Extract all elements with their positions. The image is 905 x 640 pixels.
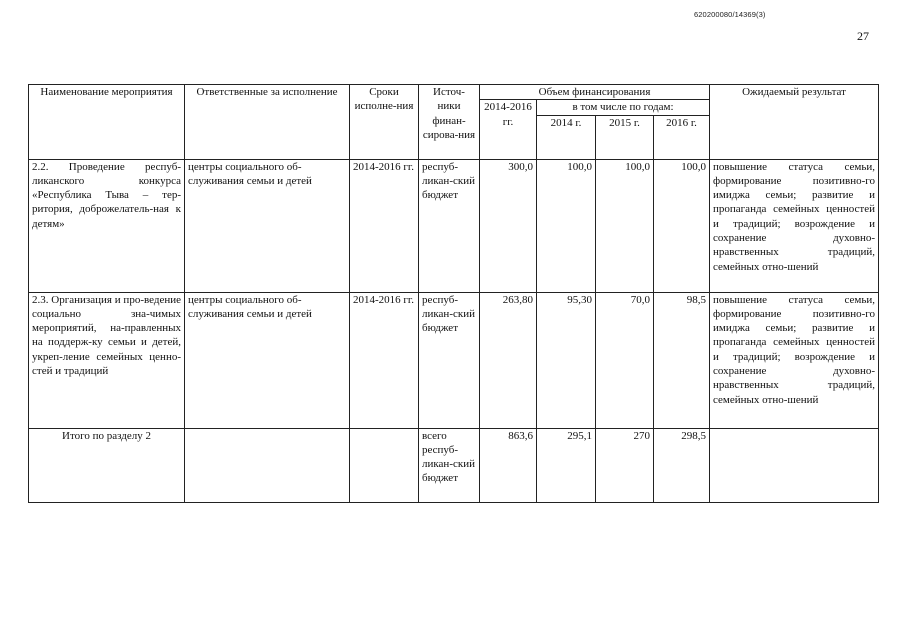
table-header-row [29, 85, 879, 100]
total-2014: 295,1 [537, 428, 596, 502]
row-name: 2.2. Проведение респуб-ликанского конкурса «Республика Тыва – тер-ритория, доброжелатель-ная к детям» [29, 159, 185, 292]
table-row [29, 159, 879, 292]
header-funding: Объем финансирования [480, 85, 710, 100]
row-responsible: центры социального об-служивания семьи и детей [185, 292, 350, 428]
row-2016: 98,5 [654, 292, 710, 428]
header-year-2015: 2015 г. [596, 115, 654, 159]
total-term [350, 428, 419, 502]
row-term: 2014-2016 гг. [350, 292, 419, 428]
row-name: 2.3. Организация и про-ведение социально зна-чимых мероприятий, на-правленных на поддерж-ку семьи и детей, укреп-ление семейных ценно-стей и традиций [29, 292, 185, 428]
total-source: всего респуб-ликан-ский бюджет [419, 428, 480, 502]
row-term: 2014-2016 гг. [350, 159, 419, 292]
header-year-2014: 2014 г. [537, 115, 596, 159]
table-row [29, 292, 879, 428]
document-id: 620200080/14369(3) [694, 10, 766, 19]
page-number: 27 [857, 29, 869, 43]
row-responsible: центры социального об-служивания семьи и детей [185, 159, 350, 292]
row-total: 263,80 [480, 292, 537, 428]
row-total: 300,0 [480, 159, 537, 292]
total-row [29, 428, 879, 502]
header-result: Ожидаемый результат [710, 85, 879, 160]
row-2014: 100,0 [537, 159, 596, 292]
total-result [710, 428, 879, 502]
row-result: повышение статуса семьи, формирование позитивно-го имиджа семьи; развитие и пропаганда семейных ценностей и традиций; возрождение и сохранение духовно-нравственных традиций, семейных отно-шений [710, 292, 879, 428]
row-2015: 100,0 [596, 159, 654, 292]
funding-table [28, 84, 879, 503]
total-sum: 863,6 [480, 428, 537, 502]
header-term: Сроки исполне-ния [350, 85, 419, 160]
row-2016: 100,0 [654, 159, 710, 292]
header-responsible: Ответственные за исполнение [185, 85, 350, 160]
header-by-years: в том числе по годам: [537, 100, 710, 115]
total-2016: 298,5 [654, 428, 710, 502]
total-2015: 270 [596, 428, 654, 502]
row-source: респуб-ликан-ский бюджет [419, 292, 480, 428]
row-result: повышение статуса семьи, формирование позитивно-го имиджа семьи; развитие и пропаганда семейных ценностей и традиций; возрождение и сохранение духовно-нравственных традиций, семейных отно-шений [710, 159, 879, 292]
total-name: Итого по разделу 2 [29, 428, 185, 502]
header-name: Наименование мероприятия [29, 85, 185, 160]
header-source: Источ-ники финан-сирова-ния [419, 85, 480, 160]
row-2014: 95,30 [537, 292, 596, 428]
row-2015: 70,0 [596, 292, 654, 428]
header-total: 2014-2016 гг. [480, 100, 537, 159]
header-year-2016: 2016 г. [654, 115, 710, 159]
row-source: респуб-ликан-ский бюджет [419, 159, 480, 292]
total-responsible [185, 428, 350, 502]
